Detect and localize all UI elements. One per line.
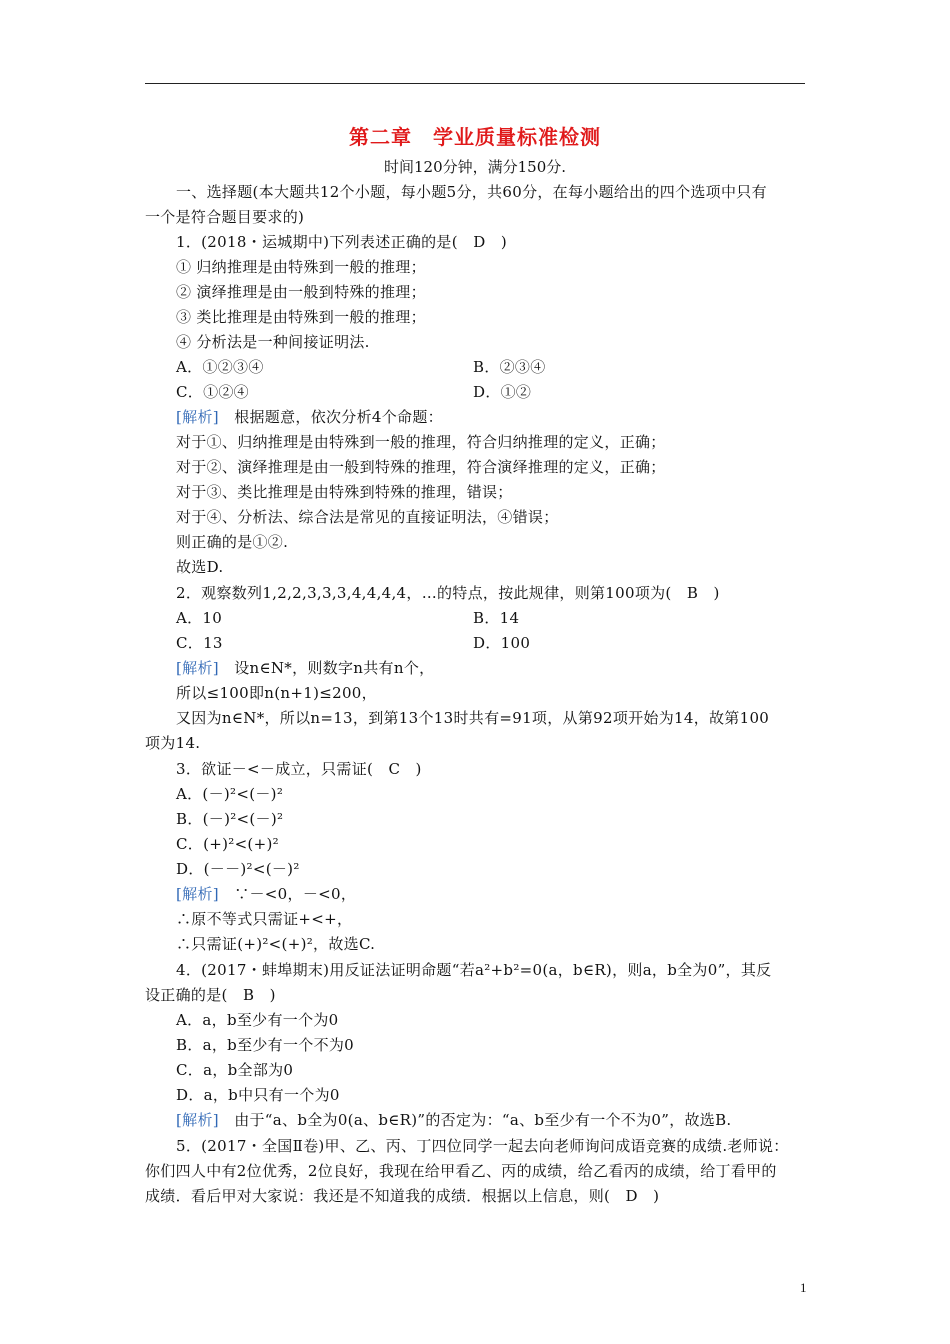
question-1-analysis-line: 对于③、类比推理是由特殊到特殊的推理，错误； bbox=[176, 483, 513, 501]
section-intro-line-1: 一、选择题(本大题共12个小题，每小题5分，共60分，在每小题给出的四个选项中只有 bbox=[176, 183, 767, 201]
question-2-option-d: D．100 bbox=[473, 634, 531, 652]
question-1-statement: ④ 分析法是一种间接证明法. bbox=[176, 333, 370, 351]
question-4-stem-line: 4．(2017・蚌埠期末)用反证法证明命题“若a²+b²=0(a，b∈R)，则a，b全为0”，其反 bbox=[176, 961, 772, 979]
question-2-analysis-line: 所以≤100即n(n+1)≤200， bbox=[176, 684, 377, 702]
question-5-stem-line: 5．(2017・全国Ⅱ卷)甲、乙、丙、丁四位同学一起去向老师询问成语竞赛的成绩.老师说： bbox=[176, 1137, 789, 1155]
question-1-stem: 1．(2018・运城期中)下列表述正确的是( D ) bbox=[176, 233, 507, 251]
question-3-option-a: A．(－)²<(－)² bbox=[176, 785, 284, 803]
analysis-tag: [解析] bbox=[176, 885, 219, 903]
analysis-tag: [解析] bbox=[176, 408, 219, 426]
question-5-stem: 成绩．看后甲对大家说：我还是不知道我的成绩．根据以上信息，则( D ) bbox=[145, 1187, 660, 1205]
question-1-option-c: C．①②④ bbox=[176, 383, 249, 401]
question-2-stem: 2．观察数列1,2,2,3,3,3,4,4,4,4，…的特点，按此规律，则第100项为( B ) bbox=[176, 584, 720, 602]
question-1-analysis-line: 对于①、归纳推理是由特殊到一般的推理，符合归纳推理的定义，正确； bbox=[176, 433, 666, 451]
question-3-answer: C bbox=[388, 760, 401, 778]
question-1-statement: ② 演绎推理是由一般到特殊的推理； bbox=[176, 283, 426, 301]
question-4-option-a: A．a，b至少有一个为0 bbox=[176, 1011, 339, 1029]
exam-time-info: 时间120分钟，满分150分. bbox=[383, 158, 567, 176]
question-3-option-b: B．(－)²<(－)² bbox=[176, 810, 284, 828]
question-1-analysis: [解析] 根据题意，依次分析4个命题： bbox=[176, 408, 443, 426]
page-title: 第二章 学业质量标准检测 bbox=[349, 125, 601, 149]
question-5-stem-line: 你们四人中有2位优秀，2位良好，我现在给甲看乙、丙的成绩，给乙看丙的成绩，给丁看甲的 bbox=[145, 1162, 777, 1180]
section-intro-line-2: 一个是符合题目要求的) bbox=[145, 208, 305, 226]
question-3-analysis: [解析] ∵－<0，－<0， bbox=[176, 885, 357, 903]
question-2-analysis-line: 又因为n∈N*，所以n=13，到第13个13时共有=91项，从第92项开始为14，故第100 bbox=[176, 709, 770, 727]
question-4-option-c: C．a，b全部为0 bbox=[176, 1061, 294, 1079]
question-3-analysis-line: ∴只需证(+)²<(+)²，故选C. bbox=[176, 935, 376, 953]
header-rule bbox=[145, 83, 805, 84]
question-3-analysis-line: ∴原不等式只需证+<+， bbox=[176, 910, 353, 928]
page-number: 1 bbox=[800, 1280, 807, 1295]
question-1-option-d: D．①② bbox=[473, 383, 532, 401]
question-4-option-b: B．a，b至少有一个不为0 bbox=[176, 1036, 355, 1054]
question-2-analysis: [解析] 设n∈N*，则数字n共有n个， bbox=[176, 659, 435, 677]
analysis-tag: [解析] bbox=[176, 1111, 219, 1129]
question-2-answer: B bbox=[686, 584, 699, 602]
analysis-tag: [解析] bbox=[176, 659, 219, 677]
question-1-analysis-line: 则正确的是①②. bbox=[176, 533, 289, 551]
question-4-analysis: [解析] 由于“a、b全为0(a、b∈R)”的否定为：“a、b至少有一个不为0”，故选B. bbox=[176, 1111, 732, 1129]
question-1-option-a: A．①②③④ bbox=[176, 358, 264, 376]
question-1-answer: D bbox=[473, 233, 486, 251]
question-5-answer: D bbox=[625, 1187, 638, 1205]
question-2-option-a: A．10 bbox=[176, 609, 223, 627]
question-1-statement: ③ 类比推理是由特殊到一般的推理； bbox=[176, 308, 426, 326]
question-4-stem: 设正确的是( B ) bbox=[145, 986, 276, 1004]
question-2-analysis-line: 项为14. bbox=[145, 734, 201, 752]
question-1-analysis-line: 对于②、演绎推理是由一般到特殊的推理，符合演绎推理的定义，正确； bbox=[176, 458, 666, 476]
question-1-option-b: B．②③④ bbox=[473, 358, 546, 376]
question-1-analysis-line: 故选D. bbox=[176, 558, 224, 576]
question-3-stem: 3．欲证－<－成立，只需证( C ) bbox=[176, 760, 422, 778]
question-1-statement: ① 归纳推理是由特殊到一般的推理； bbox=[176, 258, 426, 276]
question-1-analysis-line: 对于④、分析法、综合法是常见的直接证明法，④错误； bbox=[176, 508, 559, 526]
question-3-option-d: D．(－－)²<(－)² bbox=[176, 860, 300, 878]
question-2-option-b: B．14 bbox=[473, 609, 520, 627]
question-4-answer: B bbox=[242, 986, 255, 1004]
question-3-option-c: C．(+)²<(+)² bbox=[176, 835, 279, 853]
question-4-option-d: D．a，b中只有一个为0 bbox=[176, 1086, 340, 1104]
question-2-option-c: C．13 bbox=[176, 634, 223, 652]
